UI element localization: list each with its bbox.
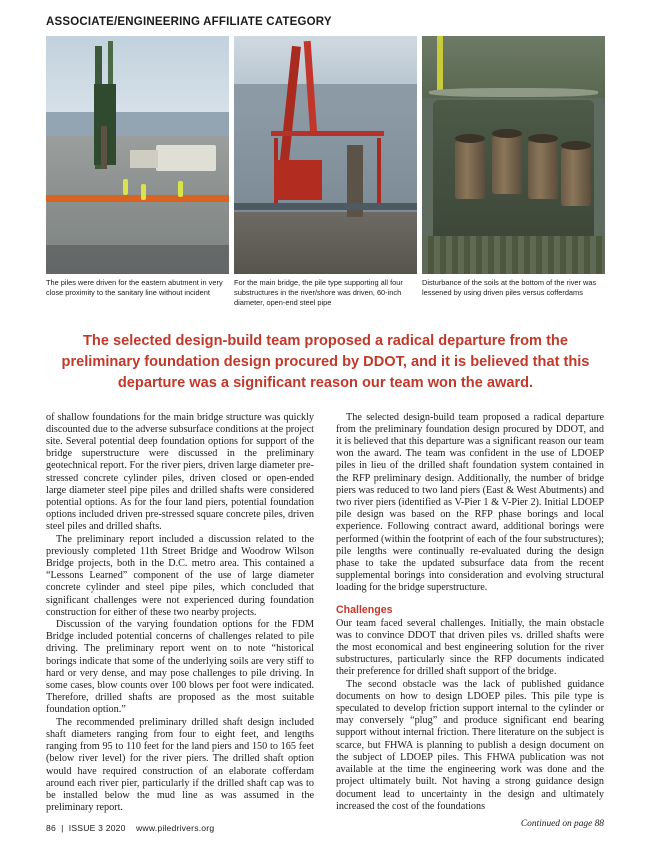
photo-cell-3: [422, 36, 605, 309]
photo3-crane-mast: [437, 36, 443, 93]
photo2-frame-hanger-right: [377, 138, 381, 205]
challenges-heading: Challenges: [336, 603, 393, 616]
photo1-foreground-shadow: [46, 245, 229, 274]
photo-caption-3: Disturbance of the soils at the bottom of the river was lessened by using driven piles versus cofferdams: [422, 278, 597, 298]
continued-note: Continued on page 88: [520, 818, 604, 829]
photo2-barge-edge: [234, 203, 417, 210]
footer-website[interactable]: www.piledrivers.org: [136, 823, 215, 833]
photo-cell-2: [234, 36, 417, 309]
paragraph: of shallow foundations for the main bridge structure was quickly discounted due to the adverse subsurface conditions at the project site. Several potential deep foundation options for support of the bridge superstructure were discussed in the preliminary geotechnical report. For the river piers, driven large diameter pre-stressed concrete cylinder piles, driven closed or open-ended large diameter steel pipe piles and drilled shafts were considered potential options. As for the four land piers, potential foundation options included driven pre-stressed square concrete piles, driven steel piles and drilled shafts.: [46, 411, 314, 533]
photo3-pipe-pile-1-top: [455, 134, 485, 143]
left-column: [46, 412, 314, 829]
photo3-pipe-pile-2-top: [492, 129, 522, 138]
photo3-pipe-pile-3-top: [528, 134, 558, 143]
photo-main-bridge-red-crane: [234, 36, 417, 274]
paragraph: The preliminary report included a discussion related to the previously completed 11th Street Bridge and Woodrow Wilson Bridge projects, both in the D.C. metro area. This contained a “Lessons Learned” component of the use of large diameter concrete cylinder and steel pipe piles, which concluded that significant challenges were not experienced during foundation construction for either of these two nearby projects.: [46, 533, 314, 618]
page-footer: [46, 823, 214, 833]
photo2-crane-cab: [274, 160, 322, 200]
photo1-worker-c: [178, 181, 183, 197]
paragraph: Our team faced several challenges. Initially, the main obstacle was to convince DDOT that driven piles vs. drilled shafts were the most economical and best engineering solution for the river substructures, particularly since the RFP documents indicated their preference for drilled shaft support of the bridge.: [336, 617, 604, 678]
photo-row: [46, 36, 605, 309]
photo1-sky: [46, 36, 229, 112]
photo1-water: [46, 112, 229, 136]
photo-caption-2: For the main bridge, the pile type supporting all four substructures in the river/shore was driven, 60-inch diameter, open-end steel pipe: [234, 278, 403, 308]
photo2-barge-deck: [234, 212, 417, 274]
footer-separator-2: [128, 823, 133, 833]
photo-caption-1: The piles were driven for the eastern abutment in very close proximity to the sanitary line without incident: [46, 278, 223, 298]
photo2-template-frame: [271, 131, 384, 136]
paragraph: The selected design-build team proposed a radical departure from the preliminary foundation design procured by DDOT, and it is believed that this departure was a significant reason our team won the award. The team was confident in the use of LDOEP piles in lieu of the drilled shaft foundation system contained in the RFP preliminary design. Additionally, the number of bridge piers was reduced to two land piers (East & West Abutments) and two river piers (identified as V-Pier 1 & V-Pier 2). Initial LDOEP pile design was based on the RFP phase borings and local experience. Following contract award, additional borings were performed (within the footprint of each of the four substructures); pile lengths were continually re-evaluated during the design phase to take the updated subsurface data from the recent supplemental borings into consideration and evolving structural loading for the bridge superstructure.: [336, 411, 604, 594]
photo3-pipe-pile-4: [561, 148, 591, 206]
footer-issue: ISSUE 3 2020: [68, 823, 126, 833]
photo-pile-driving-eastern-abutment: [46, 36, 229, 274]
photo3-cofferdam-rim: [429, 88, 597, 97]
photo3-pipe-pile-1: [455, 141, 485, 199]
photo1-pile: [101, 126, 107, 169]
footer-separator-1: |: [58, 823, 67, 833]
pull-quote: The selected design-build team proposed a radical departure from the preliminary foundation design procured by DDOT, and it is believed that this departure was a significant reason our team won the award.: [61, 332, 590, 391]
paragraph: The second obstacle was the lack of published guidance documents on how to design LDOEP piles. This pile type is speculated to develop friction support internal to the cylinder or may conversely “plug” and produce significant end bearing support without internal friction. There literature on the subject is scarce, but FHWA is planning to publish a design document on the subject of LDOEP piles. This FHWA publication was not available at the time the engineering work was done and the project ultimately built. Not having a strong guidance design document lead to uncertainty in the design and ultimately increased the cost of the foundations: [336, 678, 604, 812]
photo1-truck: [156, 145, 216, 171]
photo1-worker-a: [123, 179, 128, 195]
photo2-far-shore: [234, 84, 417, 103]
paragraph: The recommended preliminary drilled shaft design included shaft diameters ranging from four to eight feet, and lengths ranging from 95 to 110 feet for the land piers and 150 to 165 feet (below river level) for the river piers. The drilled shaft option would have required construction of an elaborate cofferdam around each river pier, particularly if the drilled shaft cap was to be installed below the mud line as was assumed in the preliminary report.: [46, 716, 314, 814]
photo2-river: [234, 103, 417, 212]
photo-cell-1: [46, 36, 229, 309]
photo3-pipe-pile-2: [492, 136, 522, 194]
body-columns: [46, 412, 605, 829]
photo3-pipe-pile-3: [528, 141, 558, 199]
photo-cofferdam-driven-piles: [422, 36, 605, 274]
footer-page-number: 86: [46, 823, 56, 833]
right-column: [336, 412, 604, 829]
paragraph: Discussion of the varying foundation options for the FDM Bridge included potential concerns of challenges related to pile driving. The preliminary report went on to note “historical borings indicate that some of the underlying soils are very stiff to hard or very dense, and may pose challenges to pile driving. In some cases, blow counts over 100 blows per foot were indicated. Therefore, drilled shafts are proposed as the most suitable foundation option.”: [46, 619, 314, 716]
photo3-sheet-piling: [422, 236, 605, 274]
photo1-equipment: [130, 150, 158, 168]
photo1-orange-barrier: [46, 195, 229, 202]
photo1-worker-b: [141, 184, 146, 200]
photo3-pipe-pile-4-top: [561, 141, 591, 150]
category-header: ASSOCIATE/ENGINEERING AFFILIATE CATEGORY: [46, 16, 332, 28]
